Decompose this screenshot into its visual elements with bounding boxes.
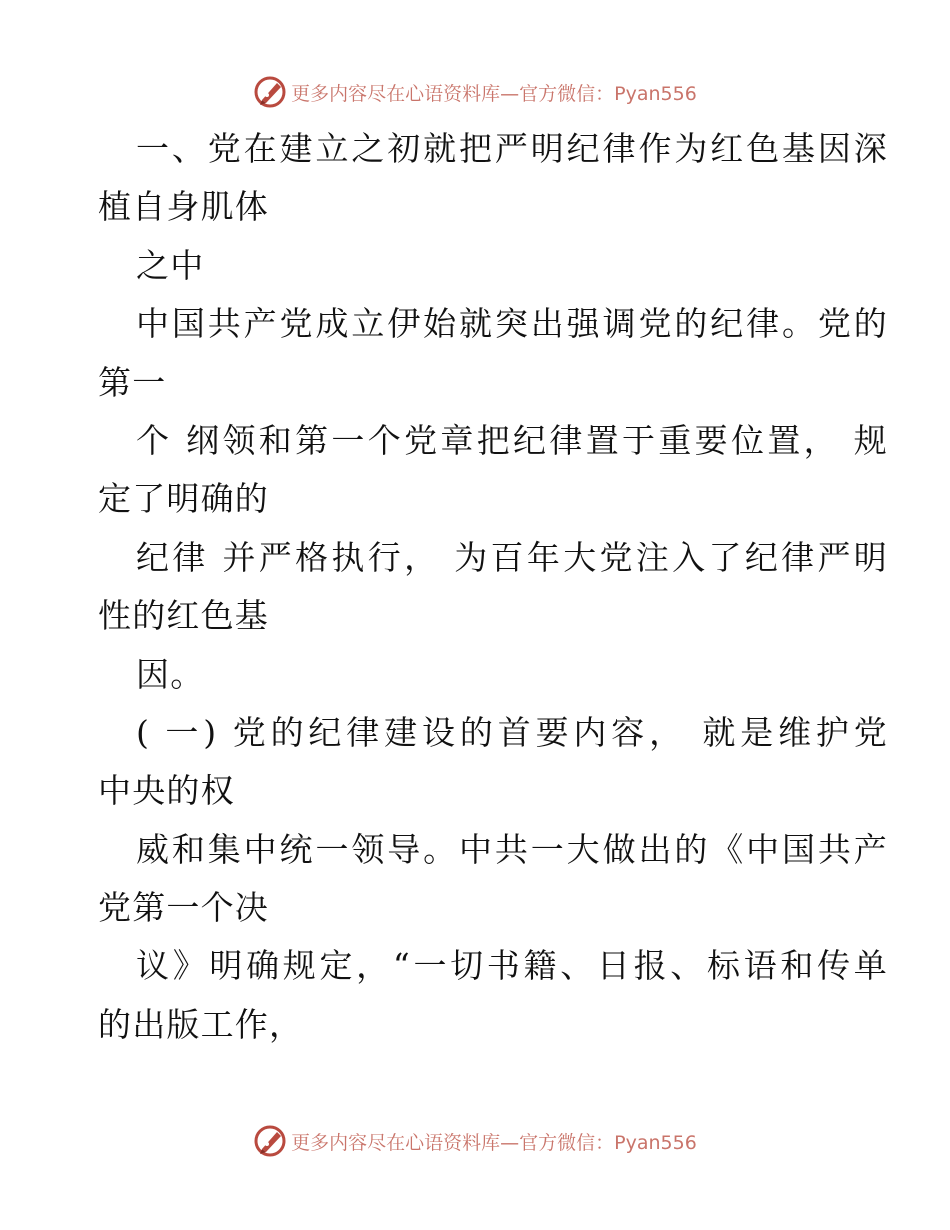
text-line: 之中: [136, 245, 205, 285]
text-line: 党第一个决: [98, 888, 269, 928]
text-line: 定了明确的: [98, 479, 269, 519]
text-line: 议》明确规定，“一切书籍、日报、标语和传单: [136, 946, 888, 986]
text-line: 威和集中统一领导。中共一大做出的《中国共产: [136, 829, 888, 869]
text-line: 中国共产党成立伊始就突出强调党的纪律。党的: [136, 304, 888, 344]
footer-banner-text: 更多内容尽在心语资料库—官方微信：Pyan556: [291, 1131, 697, 1154]
footer-banner: [0, 1121, 950, 1161]
header-banner: [0, 72, 950, 112]
header-banner-text: 更多内容尽在心语资料库—官方微信：Pyan556: [291, 82, 697, 105]
text-line: 纪律 并严格执行， 为百年大党注入了纪律严明: [136, 537, 888, 577]
text-line: 中央的权: [98, 771, 235, 811]
text-line: ( 一) 党的纪律建设的首要内容， 就是维护党: [136, 712, 888, 752]
pen-logo-icon: [253, 75, 287, 109]
text-line: 植自身肌体: [98, 187, 269, 227]
text-line: 第一: [98, 362, 167, 402]
text-line: 一、党在建立之初就把严明纪律作为红色基因深: [136, 129, 888, 168]
text-line: 的出版工作，: [98, 1004, 304, 1044]
text-line: 因。: [136, 654, 205, 694]
document-body: [98, 120, 888, 1054]
text-line: 性的红色基: [98, 596, 269, 636]
pen-logo-icon: [253, 1124, 287, 1158]
text-line: 个 纲领和第一个党章把纪律置于重要位置， 规: [136, 420, 888, 460]
